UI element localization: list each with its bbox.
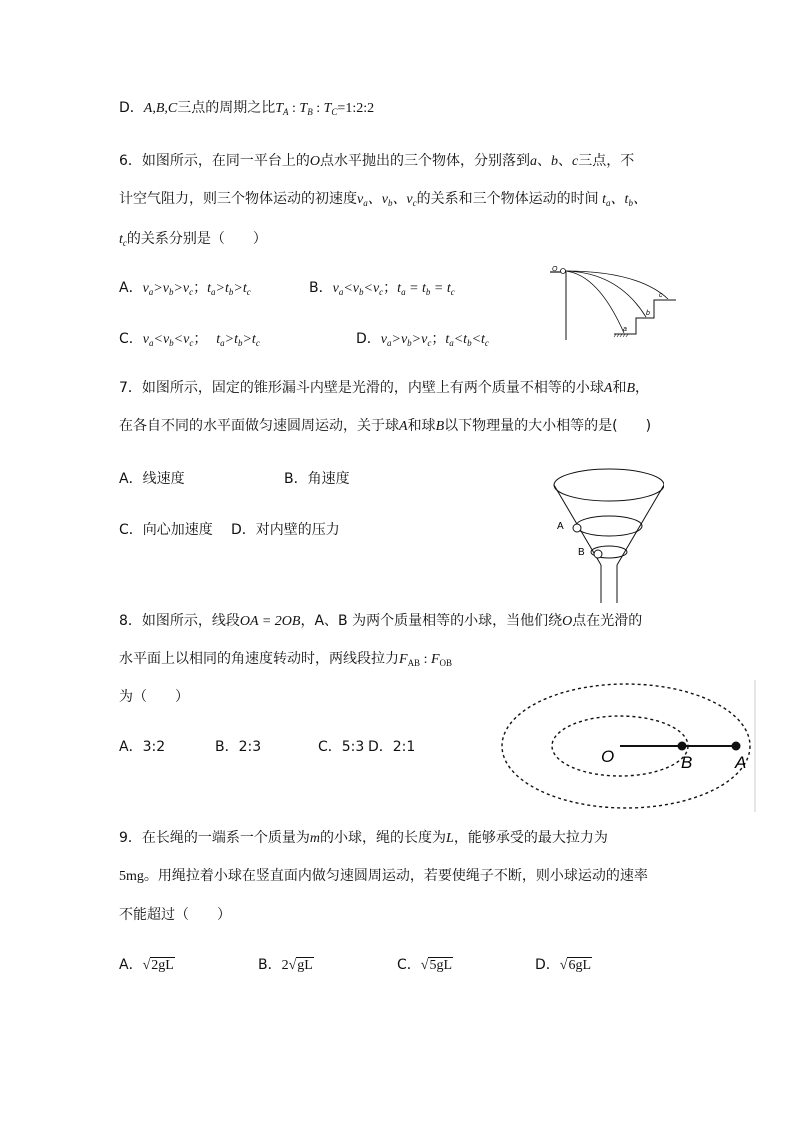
q7-option-c[interactable]: C．向心加速度 [119, 522, 213, 538]
q9-stem-line2: 5mg。用绳拉着小球在竖直面内做匀速圆周运动，若要使绳子不断，则小球运动的速率 [119, 868, 648, 884]
q8-rotation-figure [498, 680, 756, 812]
label-o: O [601, 747, 615, 766]
q6-option-d[interactable]: D．$v_a>v_b>v_c$；$t_a<t_b<t_c$ [356, 331, 489, 348]
trajectory-a [565, 271, 624, 333]
q8-option-c[interactable]: C．5:3 [318, 739, 365, 755]
q8-stem-line1: 8．如图所示，线段OA = 2OB，A、B 为两个质量相等的小球，当他们绕O点在光滑的 [119, 613, 643, 629]
q6-stem-line2: 计空气阻力，则三个物体运动的初速度$v_a$、$v_b$、$v_c$的关系和三个物体运动的时间 $t_a$、$t_b$、 [119, 191, 647, 208]
ball-b [594, 550, 602, 558]
q8-stem-line2: 水平面上以相同的角速度转动时，两线段拉力$F_{AB}$ : $F_{OB}$ [119, 651, 453, 668]
q6-stem-line3: $t_c$的关系分别是（ ） [119, 231, 267, 248]
label-c: c [659, 292, 663, 299]
q9-option-b[interactable]: B．2√gL [258, 957, 313, 973]
q8-stem-line3: 为（ ） [119, 689, 189, 705]
label-a: A [557, 521, 564, 532]
q7-funnel-figure [544, 465, 664, 605]
option-text: 三点的周期之比 [177, 100, 276, 116]
q6-projectile-figure [548, 262, 698, 344]
ball-a [573, 524, 581, 532]
q8-option-d[interactable]: D．2:1 [368, 739, 416, 755]
q7-stem-line1: 7．如图所示，固定的锥形漏斗内壁是光滑的，内壁上有两个质量不相等的小球A和B， [119, 380, 650, 396]
q9-option-d[interactable]: D．√6gL [535, 957, 592, 973]
q9-option-a[interactable]: A．√2gL [119, 957, 174, 973]
q8-option-b[interactable]: B．2:3 [215, 739, 262, 755]
q7-option-b[interactable]: B．角速度 [284, 471, 350, 487]
q6-option-a[interactable]: A．$v_a>v_b>v_c$；$t_a>t_b>t_c$ [119, 280, 251, 297]
q6-option-b[interactable]: B．$v_a<v_b<v_c$；$t_a = t_b = t_c$ [309, 280, 455, 297]
launch-point [561, 269, 566, 274]
q5-option-d: D．A,B,C三点的周期之比$T_A$ : $T_B$ : $T_C=1:2:2$ [119, 100, 375, 117]
ratio-value: =1:2:2 [337, 101, 375, 116]
trajectory-c [565, 271, 668, 299]
label-b: B [681, 753, 693, 772]
label-b: B [578, 547, 585, 558]
points-abc: A,B,C [143, 101, 178, 116]
q8-option-a[interactable]: A．3:2 [119, 739, 166, 755]
label-o: O [552, 266, 558, 273]
q9-stem-line3: 不能超过（ ） [119, 907, 231, 923]
q7-option-d[interactable]: D．对内壁的压力 [231, 522, 340, 538]
q9-stem-line1: 9．在长绳的一端系一个质量为m的小球，绳的长度为L，能够承受的最大拉力为 [119, 830, 608, 846]
q6-stem-line1: 6．如图所示，在同一平台上的O点水平抛出的三个物体，分别落到a、b、c三点，不 [119, 153, 635, 169]
label-a: A [735, 753, 747, 772]
option-label: D． [119, 100, 144, 116]
q6-option-c[interactable]: C．$v_a<v_b<v_c$； $t_a>t_b>t_c$ [119, 331, 260, 348]
q7-option-a[interactable]: A．线速度 [119, 471, 185, 487]
label-b: b [646, 310, 650, 317]
ball-b [678, 742, 687, 751]
q7-stem-line2: 在各自不同的水平面做匀速圆周运动，关于球A和球B以下物理量的大小相等的是( ) [119, 418, 652, 434]
label-a: a [623, 326, 627, 333]
trajectory-b [565, 271, 646, 317]
ball-a [732, 742, 741, 751]
q9-option-c[interactable]: C．√5gL [397, 957, 453, 973]
orbit-a [576, 516, 642, 536]
